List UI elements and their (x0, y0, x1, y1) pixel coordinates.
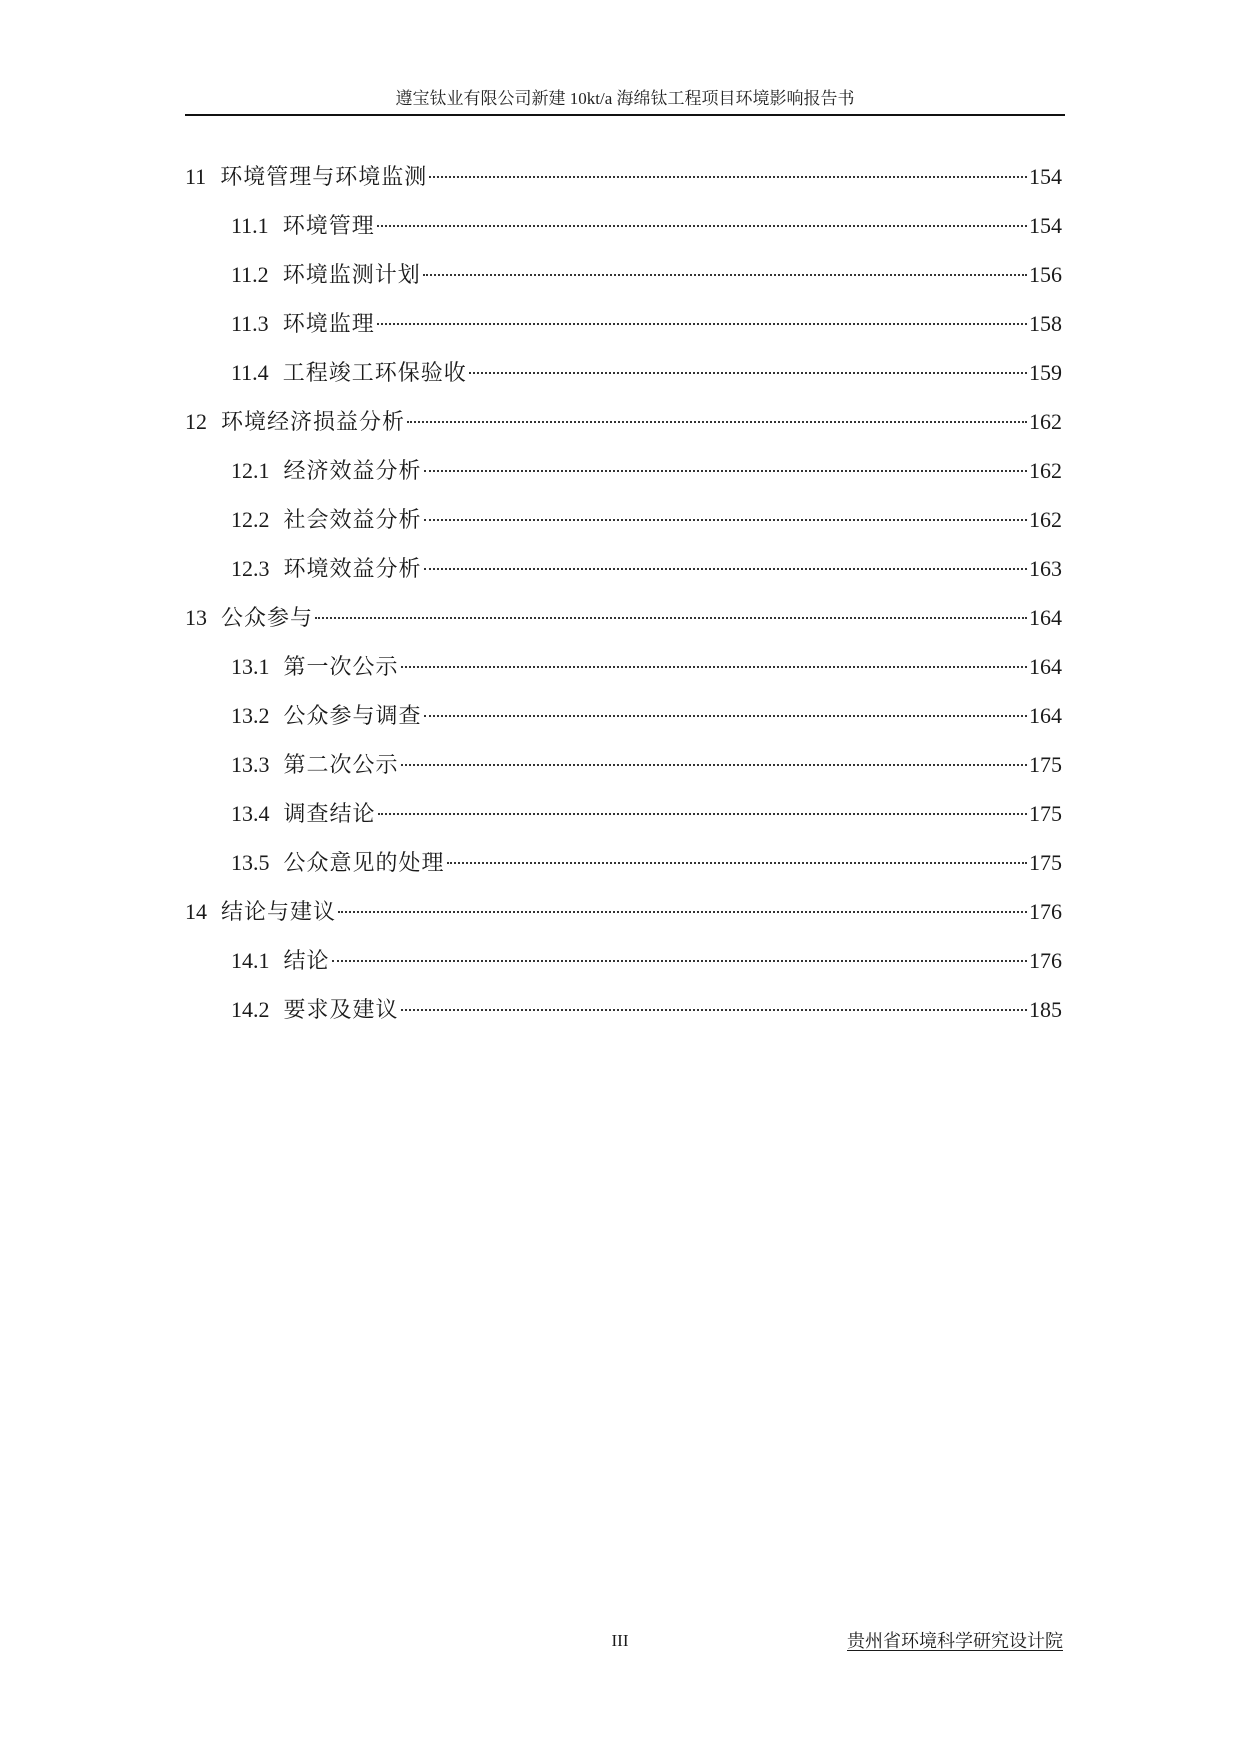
dot-leader (332, 960, 1027, 962)
toc-entry-13-2[interactable] (185, 691, 1062, 740)
toc-entry-13-3[interactable] (185, 740, 1062, 789)
dot-leader (429, 176, 1027, 178)
dot-leader (407, 421, 1027, 423)
toc-entry-number: 12.2 (231, 507, 270, 532)
document-header-title: 遵宝钛业有限公司新建 10kt/a 海绵钛工程项目环境影响报告书 (395, 89, 855, 108)
toc-entry-title: 调查结论 (283, 801, 376, 826)
dot-leader (447, 862, 1027, 864)
toc-entry-number: 11.4 (231, 360, 269, 385)
dot-leader (423, 274, 1027, 276)
toc-entry-page: 185 (1029, 997, 1062, 1022)
toc-entry-page: 175 (1029, 801, 1062, 826)
toc-entry-page: 164 (1029, 654, 1062, 679)
toc-entry-number: 13.5 (231, 850, 270, 875)
toc-entry-number: 11.2 (231, 262, 269, 287)
toc-entry-title: 第二次公示 (283, 752, 399, 777)
toc-entry-title: 经济效益分析 (283, 458, 422, 483)
dot-leader (377, 323, 1027, 325)
dot-leader (424, 519, 1027, 521)
toc-entry-page: 154 (1029, 164, 1062, 189)
toc-entry-title: 环境经济损益分析 (221, 409, 406, 434)
toc-entry-page: 163 (1029, 556, 1062, 581)
toc-entry-title: 环境效益分析 (283, 556, 422, 581)
dot-leader (469, 372, 1027, 374)
dot-leader (424, 470, 1027, 472)
toc-entry-title: 工程竣工环保验收 (282, 360, 467, 385)
toc-entry-number: 13.2 (231, 703, 270, 728)
footer-organization: 贵州省环境科学研究设计院 (847, 1631, 1063, 1651)
toc-entry-page: 164 (1029, 605, 1062, 630)
toc-entry-13[interactable] (185, 593, 1062, 642)
toc-entry-number: 11 (185, 164, 207, 189)
toc-entry-number: 14.2 (231, 997, 270, 1022)
toc-entry-13-4[interactable] (185, 789, 1062, 838)
toc-entry-title: 结论 (283, 948, 330, 973)
toc-entry-title: 环境监测计划 (282, 262, 421, 287)
toc-entry-page: 175 (1029, 752, 1062, 777)
toc-entry-page: 159 (1029, 360, 1062, 385)
toc-entry-number: 13.4 (231, 801, 270, 826)
toc-entry-page: 156 (1029, 262, 1062, 287)
toc-entry-number: 11.1 (231, 213, 269, 238)
toc-entry-page: 175 (1029, 850, 1062, 875)
dot-leader (378, 813, 1027, 815)
toc-entry-title: 环境管理 (282, 213, 375, 238)
dot-leader (315, 617, 1027, 619)
toc-entry-number: 11.3 (231, 311, 269, 336)
dot-leader (424, 715, 1027, 717)
toc-entry-title: 第一次公示 (283, 654, 399, 679)
toc-entry-page: 162 (1029, 507, 1062, 532)
dot-leader (401, 666, 1027, 668)
toc-entry-13-5[interactable] (185, 838, 1062, 887)
table-of-contents (185, 152, 1062, 1034)
toc-entry-11-3[interactable] (185, 299, 1062, 348)
dot-leader (401, 764, 1027, 766)
toc-entry-14[interactable] (185, 887, 1062, 936)
toc-entry-page: 162 (1029, 409, 1062, 434)
toc-entry-number: 13 (185, 605, 207, 630)
toc-entry-title: 环境管理与环境监测 (220, 164, 428, 189)
header-divider (185, 114, 1065, 116)
toc-entry-number: 14.1 (231, 948, 270, 973)
toc-entry-title: 公众参与调查 (283, 703, 422, 728)
toc-entry-12-2[interactable] (185, 495, 1062, 544)
toc-entry-13-1[interactable] (185, 642, 1062, 691)
toc-entry-12-3[interactable] (185, 544, 1062, 593)
toc-entry-number: 13.3 (231, 752, 270, 777)
toc-entry-page: 176 (1029, 899, 1062, 924)
toc-entry-title: 公众意见的处理 (283, 850, 445, 875)
toc-entry-14-2[interactable] (185, 985, 1062, 1034)
dot-leader (377, 225, 1027, 227)
toc-entry-page: 162 (1029, 458, 1062, 483)
dot-leader (424, 568, 1027, 570)
toc-entry-page: 176 (1029, 948, 1062, 973)
toc-entry-11-1[interactable] (185, 201, 1062, 250)
toc-entry-number: 12 (185, 409, 207, 434)
toc-entry-number: 14 (185, 899, 207, 924)
toc-entry-11[interactable] (185, 152, 1062, 201)
toc-entry-11-4[interactable] (185, 348, 1062, 397)
dot-leader (338, 911, 1027, 913)
toc-entry-number: 12.3 (231, 556, 270, 581)
toc-entry-page: 158 (1029, 311, 1062, 336)
toc-entry-12[interactable] (185, 397, 1062, 446)
toc-entry-12-1[interactable] (185, 446, 1062, 495)
toc-entry-11-2[interactable] (185, 250, 1062, 299)
toc-entry-title: 环境监理 (282, 311, 375, 336)
toc-entry-title: 公众参与 (221, 605, 314, 630)
toc-entry-page: 154 (1029, 213, 1062, 238)
toc-entry-page: 164 (1029, 703, 1062, 728)
page-number: III (611, 1631, 629, 1650)
toc-entry-title: 社会效益分析 (283, 507, 422, 532)
toc-entry-14-1[interactable] (185, 936, 1062, 985)
toc-entry-number: 13.1 (231, 654, 270, 679)
toc-entry-title: 要求及建议 (283, 997, 399, 1022)
toc-entry-number: 12.1 (231, 458, 270, 483)
toc-entry-title: 结论与建议 (221, 899, 337, 924)
dot-leader (401, 1009, 1027, 1011)
